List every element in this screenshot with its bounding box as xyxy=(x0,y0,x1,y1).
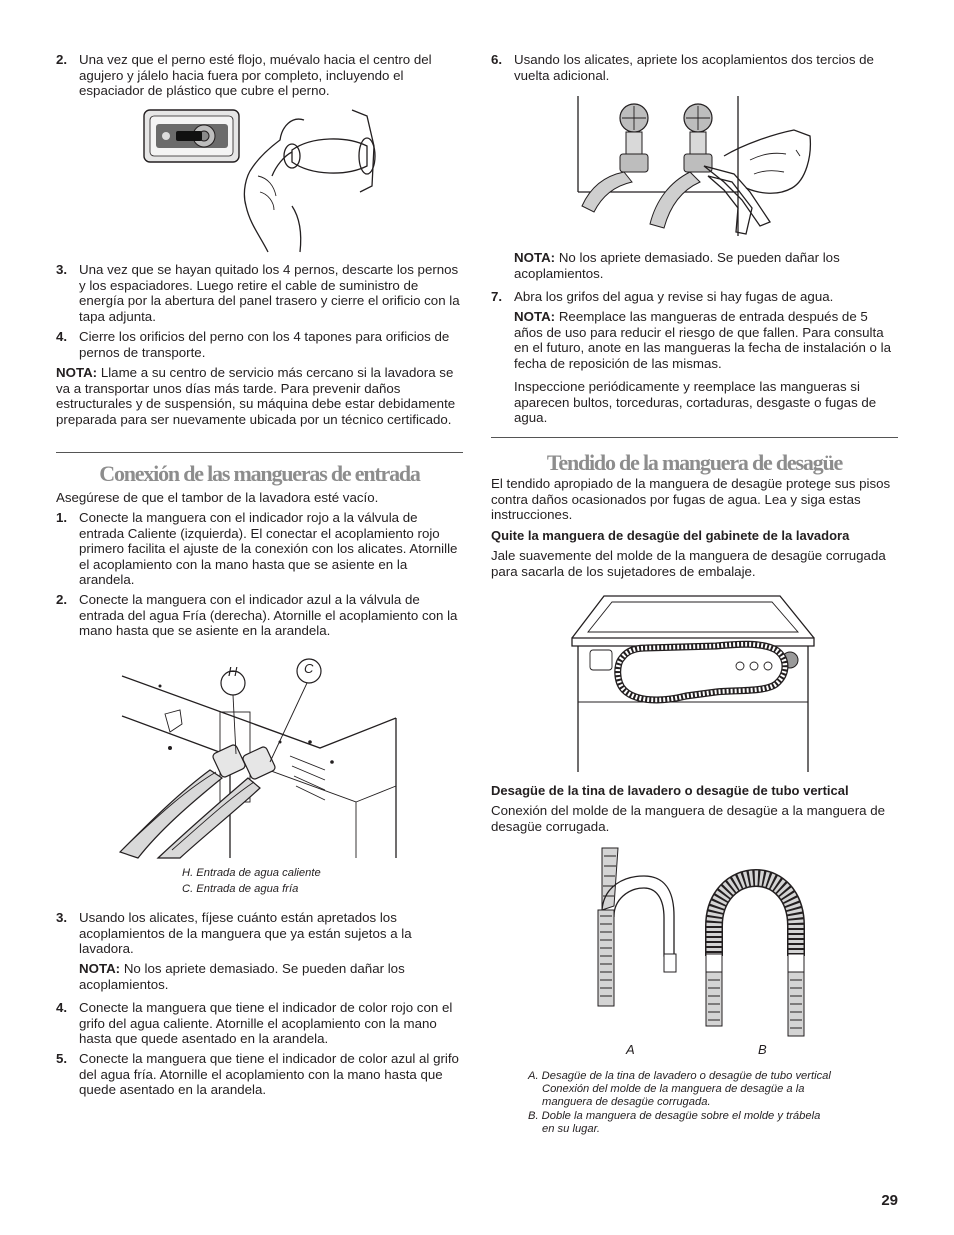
caption-b-line-1: B. Doble la manguera de desagüe sobre el molde y trábela xyxy=(528,1110,821,1122)
step-number: 1. xyxy=(56,510,68,525)
note-paragraph xyxy=(56,365,460,427)
caption-hot-water: H. Entrada de agua caliente xyxy=(182,867,321,879)
bolt-removal-illustration xyxy=(142,106,382,256)
intro-text: Asegúrese de que el tambor de la lavadora esté vacío. xyxy=(56,490,379,505)
drain-form-b xyxy=(706,878,804,1036)
step-3 xyxy=(56,262,463,324)
step-6-note xyxy=(491,250,898,281)
note-text: No los apriete demasiado. Se pueden dañar los acoplamientos. xyxy=(514,250,840,281)
step-text: Usando los alicates, apriete los acoplamientos dos tercios de vuelta adicional. xyxy=(514,52,874,83)
inlet-hoses-figure xyxy=(120,652,402,858)
washer-drain-hose-illustration xyxy=(566,592,820,772)
step-number: 2. xyxy=(56,592,68,607)
section-divider xyxy=(56,452,463,453)
cold-faucet xyxy=(684,104,712,172)
remove-drain-text: Jale suavemente del molde de la manguera de desagüe corrugada para sacarla de los sujetadores de embalaje. xyxy=(491,548,886,579)
step-number: 3. xyxy=(56,910,68,925)
step-2 xyxy=(56,52,463,99)
step-7-inspect: Inspeccione periódicamente y reemplace las mangueras si aparecen bultos, torceduras, cortaduras, desgaste o fugas de agua. xyxy=(514,379,877,426)
drain-form-figure xyxy=(584,846,814,1058)
connect-step-3-note xyxy=(56,961,463,992)
step-text: Usando los alicates, fíjese cuánto están apretados los acoplamientos de la manguera que ya están sujetos a la lavadora. xyxy=(79,910,412,957)
hot-faucet xyxy=(620,104,648,172)
step-text: Cierre los orificios del perno con los 4 tapones para orificios de pernos de transporte. xyxy=(79,329,450,360)
step-text: Conecte la manguera que tiene el indicador de color rojo con el grifo del agua caliente. Atornille el acoplamiento con la mano hasta que quede asentado en la arandela. xyxy=(79,1000,453,1047)
caption-cold-water: C. Entrada de agua fría xyxy=(182,883,299,895)
note-text: Reemplace las mangueras de entrada después de 5 años de uso para reducir el riesgo de que fallen. Para consulta en el futuro, anote en las mangueras la fecha de instalación o la fecha de reposición de las mismas. xyxy=(514,309,891,371)
connect-step-4 xyxy=(56,1000,463,1047)
note-label: NOTA: xyxy=(56,365,98,380)
standpipe-text: Conexión del molde de la manguera de desagüe a la manguera de desagüe corrugada. xyxy=(491,803,886,834)
step-text: Una vez que se hayan quitado los 4 pernos, descarte los pernos y los espaciadores. Luego retire el cable de suministro de energía por la abertura del panel trasero y cierre el orificio con la tapa adjunta. xyxy=(79,262,460,324)
inlet-hoses-illustration xyxy=(120,652,402,858)
section-title-drain-hose: Tendido de la manguera de desagüe xyxy=(546,450,843,475)
page-number: 29 xyxy=(881,1192,898,1209)
caption-b-line-2: en su lugar. xyxy=(542,1123,601,1135)
step-number: 5. xyxy=(56,1051,68,1066)
connect-step-1 xyxy=(56,510,463,588)
step-text: Conecte la manguera con el indicador azul a la válvula de entrada del agua Fría (derecha). Atornille el acoplamiento con la mano hasta que se asiente en la arandela. xyxy=(79,592,458,639)
subheading-remove-drain: Quite la manguera de desagüe del gabinete de la lavadora xyxy=(491,528,850,543)
step-number: 7. xyxy=(491,289,503,304)
connect-step-3 xyxy=(56,910,463,957)
caption-a-line-1: A. Desagüe de la tina de lavadero o desagüe de tubo vertical xyxy=(528,1070,831,1082)
step-number: 4. xyxy=(56,329,68,344)
step-text: Abra los grifos del agua y revise si hay fugas de agua. xyxy=(514,289,834,304)
step-7-note xyxy=(491,309,898,371)
figure-label-b: B xyxy=(758,1042,767,1057)
step-4 xyxy=(56,329,463,360)
note-label: NOTA: xyxy=(514,309,556,324)
subheading-standpipe: Desagüe de la tina de lavadero o desagüe de tubo vertical xyxy=(491,783,849,798)
figure-label-c: C xyxy=(304,661,314,676)
step-text: Una vez que el perno esté flojo, muévalo hacia el centro del agujero y jálelo hacia fuera por completo, incluyendo el espaciador de plástico que cubre el perno. xyxy=(79,52,432,99)
step-text: Conecte la manguera con el indicador rojo a la válvula de entrada Caliente (izquierda). El conectar el acoplamiento rojo primero facilita el ajuste de la conexión con los alicates. Atornille el acoplamiento con la mano hasta que se asiente en la arandela. xyxy=(79,510,458,588)
step-number: 2. xyxy=(56,52,68,67)
connect-step-2 xyxy=(56,592,463,639)
faucet-pliers-illustration xyxy=(574,96,814,244)
note-text: Llame a su centro de servicio más cercano si la lavadora se va a transportar unos días más tarde. Para prevenir daños estructurales y de suspensión, su máquina debe estar debidamente preparada para ser nuevamente ubicada por un técnico certificado. xyxy=(56,365,456,427)
figure-label-a: A xyxy=(626,1042,635,1057)
step-number: 4. xyxy=(56,1000,68,1015)
caption-a-line-3: manguera de desagüe corrugada. xyxy=(542,1096,711,1108)
caption-a-line-2: Conexión del molde de la manguera de desagüe a la xyxy=(542,1083,805,1095)
note-label: NOTA: xyxy=(514,250,556,265)
step-number: 3. xyxy=(56,262,68,277)
step-6 xyxy=(491,52,898,83)
figure-label-h: H xyxy=(228,664,238,679)
drain-form-a xyxy=(598,848,676,1006)
connect-step-5 xyxy=(56,1051,463,1098)
section-divider xyxy=(491,437,898,438)
step-number: 6. xyxy=(491,52,503,67)
note-label: NOTA: xyxy=(79,961,121,976)
drain-hose-forms-illustration xyxy=(584,846,814,1036)
step-7 xyxy=(491,289,898,305)
step-text: Conecte la manguera que tiene el indicador de color azul al grifo del agua fría. Atornille el acoplamiento con la mano hasta que quede asentado en la arandela. xyxy=(79,1051,459,1098)
note-text: No los apriete demasiado. Se pueden dañar los acoplamientos. xyxy=(79,961,405,992)
section-title-inlet-hoses: Conexión de las mangueras de entrada xyxy=(99,461,420,486)
drain-intro: El tendido apropiado de la manguera de desagüe protege sus pisos contra daños ocasionados por fugas de agua. Lea y siga estas instrucciones. xyxy=(491,476,891,523)
